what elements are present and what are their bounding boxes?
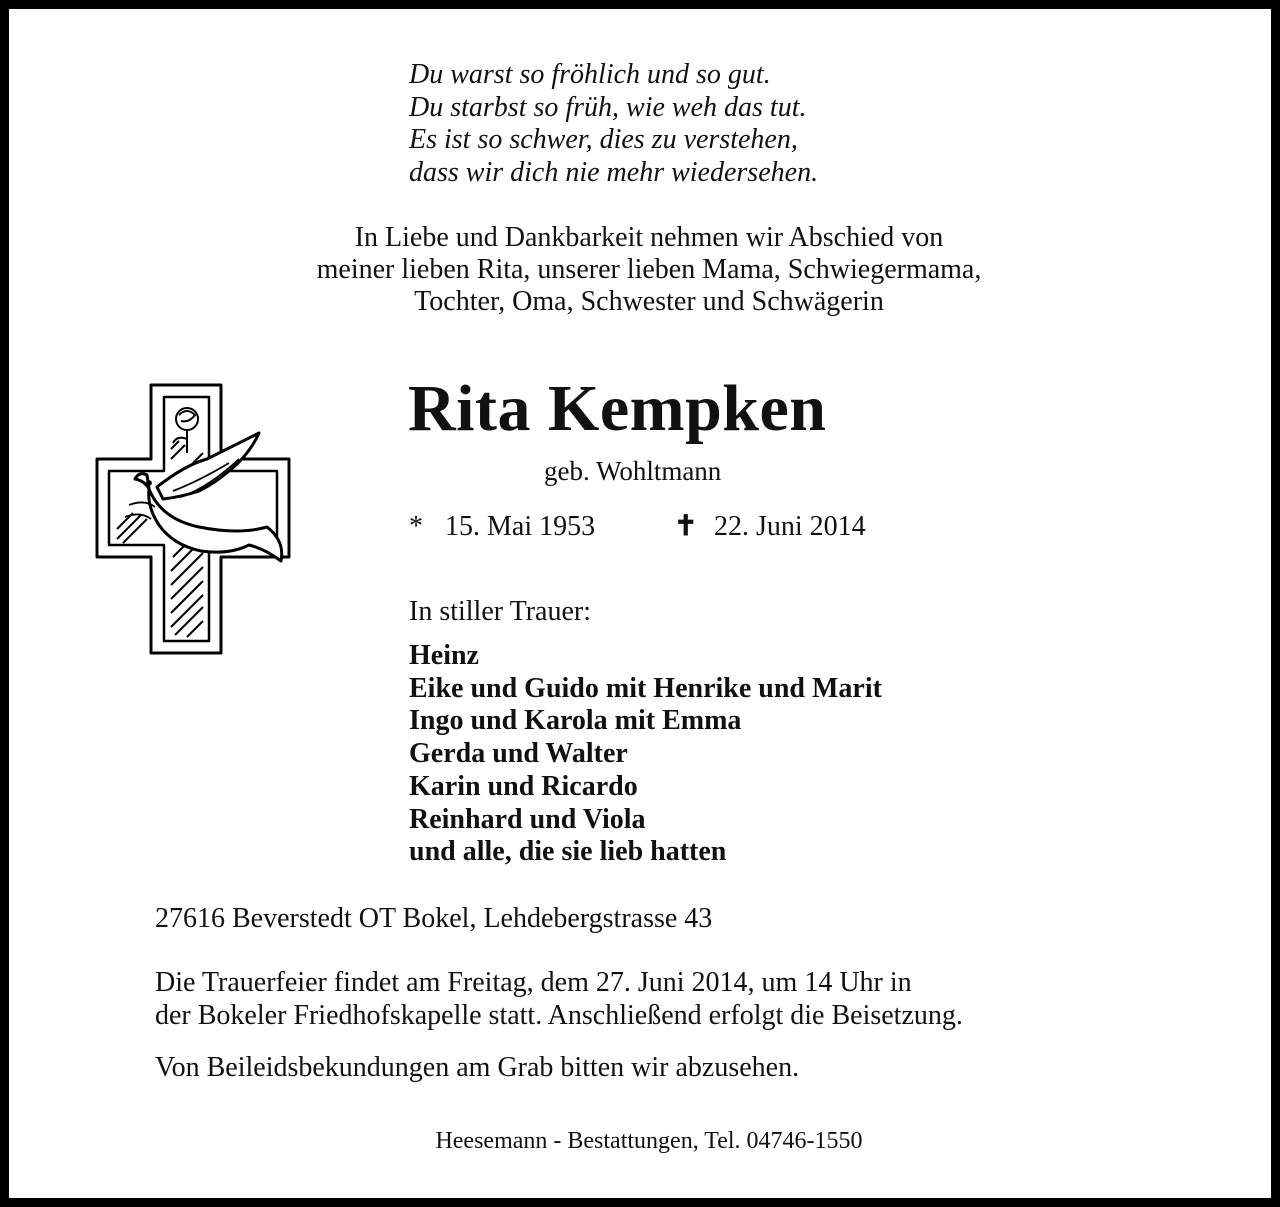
life-dates	[409, 509, 969, 545]
mourner-line: Ingo und Karola mit Emma	[409, 705, 742, 737]
condolence-note: Von Beileidsbekundungen am Grab bitten wir abzusehen.	[155, 1052, 800, 1083]
mourner-line: Reinhard und Viola	[409, 803, 646, 835]
ceremony-info	[155, 966, 1155, 1032]
mourner-line: Gerda und Walter	[409, 738, 628, 770]
intro-line: In Liebe und Dankbarkeit nehmen wir Abschied von	[354, 222, 944, 253]
death-cross-icon: ✝	[674, 511, 698, 542]
mourners-list	[409, 640, 1109, 869]
mourner-line: Heinz	[409, 640, 479, 671]
farewell-intro	[149, 222, 1149, 318]
cross-with-dove-icon	[89, 379, 299, 661]
poem-line: Es ist so schwer, dies zu verstehen,	[409, 124, 798, 155]
deceased-name: Rita Kempken	[408, 372, 827, 445]
birth-star-icon: *	[409, 511, 423, 542]
mourner-line: und alle, die sie lieb hatten	[409, 836, 727, 868]
poem-line: dass wir dich nie mehr wiedersehen.	[409, 156, 819, 188]
mourner-line: Karin und Ricardo	[409, 770, 638, 802]
death-date: 22. Juni 2014	[714, 511, 866, 542]
death-date-group	[674, 509, 866, 545]
funeral-home-contact: Heesemann - Bestattungen, Tel. 04746-1550	[435, 1128, 863, 1154]
poem-line: Du starbst so früh, wie weh das tut.	[409, 91, 807, 123]
mourning-label: In stiller Trauer:	[409, 596, 591, 627]
ceremony-line: Die Trauerfeier findet am Freitag, dem 27. Juni 2014, um 14 Uhr in	[155, 967, 912, 998]
intro-line: Tochter, Oma, Schwester und Schwägerin	[414, 286, 884, 317]
mourner-line: Eike und Guido mit Henrike und Marit	[409, 672, 882, 704]
intro-line: meiner lieben Rita, unserer lieben Mama, Schwiegermama,	[316, 254, 982, 285]
poem-line: Du warst so fröhlich und so gut.	[409, 59, 771, 90]
birth-date: 15. Mai 1953	[445, 511, 596, 542]
ceremony-line: der Bokeler Friedhofskapelle statt. Anschließend erfolgt die Beisetzung.	[155, 1000, 963, 1031]
birth-date-group	[409, 509, 595, 545]
poem	[409, 59, 1169, 189]
maiden-name: geb. Wohltmann	[544, 456, 722, 486]
family-address: 27616 Beverstedt OT Bokel, Lehdebergstrasse 43	[155, 903, 713, 934]
